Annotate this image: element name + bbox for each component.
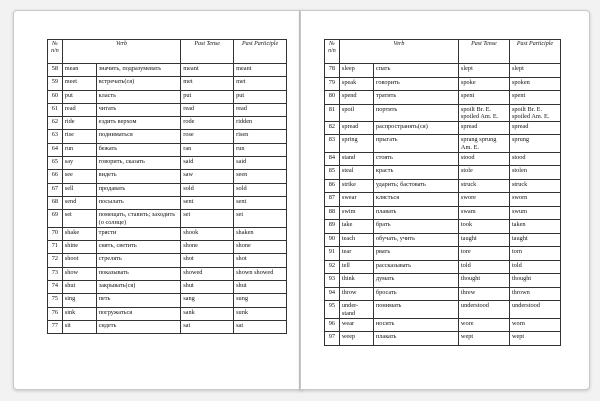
past-participle-cell: shaken xyxy=(234,227,287,240)
table-row xyxy=(48,77,287,90)
table-row xyxy=(325,206,561,220)
table-row xyxy=(48,227,287,240)
left-page xyxy=(13,10,303,390)
translation-cell: бросать xyxy=(373,287,458,301)
past-tense-cell: sat xyxy=(181,320,234,333)
translation-cell: говорить, сказать xyxy=(96,157,181,170)
translation-cell: спать xyxy=(373,64,458,78)
row-number: 59 xyxy=(48,77,63,90)
past-tense-cell: understood xyxy=(458,301,509,318)
translation-cell: красть xyxy=(373,166,458,180)
row-number: 66 xyxy=(48,170,63,183)
row-number: 86 xyxy=(325,179,340,193)
verb-cell: send xyxy=(62,196,96,209)
right-verb-table xyxy=(324,39,561,346)
past-tense-cell: read xyxy=(181,103,234,116)
table-row xyxy=(325,193,561,207)
row-number: 97 xyxy=(325,332,340,346)
translation-cell: подниматься xyxy=(96,130,181,143)
translation-cell: трясти xyxy=(96,227,181,240)
row-number: 81 xyxy=(325,104,340,121)
right-page xyxy=(300,10,590,390)
translation-cell: клясться xyxy=(373,193,458,207)
translation-cell: понимать xyxy=(373,301,458,318)
past-participle-cell: thrown xyxy=(509,287,560,301)
past-tense-cell: rose xyxy=(181,130,234,143)
verb-cell: spoil xyxy=(339,104,373,121)
table-row xyxy=(325,260,561,274)
past-participle-cell: spoken xyxy=(509,77,560,91)
past-participle-cell: shut xyxy=(234,280,287,293)
table-row xyxy=(48,196,287,209)
verb-cell: see xyxy=(62,170,96,183)
header-past-tense: Past Tense xyxy=(458,40,509,64)
past-tense-cell: showed xyxy=(181,267,234,280)
past-participle-cell: swum xyxy=(509,206,560,220)
row-number: 68 xyxy=(48,196,63,209)
row-number: 65 xyxy=(48,157,63,170)
table-row xyxy=(48,157,287,170)
table-row xyxy=(325,91,561,105)
past-participle-cell: sold xyxy=(234,183,287,196)
row-number: 96 xyxy=(325,318,340,332)
past-participle-cell: wept xyxy=(509,332,560,346)
row-number: 82 xyxy=(325,121,340,135)
translation-cell: думать xyxy=(373,274,458,288)
past-participle-cell: meant xyxy=(234,64,287,77)
header-verb: Verb xyxy=(339,40,458,64)
row-number: 93 xyxy=(325,274,340,288)
left-table-header xyxy=(48,40,287,64)
past-participle-cell: spread xyxy=(509,121,560,135)
past-participle-cell: stolen xyxy=(509,166,560,180)
table-row xyxy=(325,274,561,288)
verb-cell: swim xyxy=(339,206,373,220)
translation-cell: ударить; бастовать xyxy=(373,179,458,193)
translation-cell: стрелять xyxy=(96,254,181,267)
past-tense-cell: tore xyxy=(458,247,509,261)
translation-cell: рвать xyxy=(373,247,458,261)
table-row xyxy=(48,117,287,130)
table-row xyxy=(48,294,287,307)
translation-cell: тратить xyxy=(373,91,458,105)
past-tense-cell: stole xyxy=(458,166,509,180)
verb-cell: set xyxy=(62,210,96,227)
row-number: 87 xyxy=(325,193,340,207)
past-tense-cell: taught xyxy=(458,233,509,247)
past-tense-cell: sang xyxy=(181,294,234,307)
translation-cell: сидеть xyxy=(96,320,181,333)
past-participle-cell: struck xyxy=(509,179,560,193)
row-number: 78 xyxy=(325,64,340,78)
row-number: 60 xyxy=(48,90,63,103)
table-row xyxy=(325,166,561,180)
table-row xyxy=(325,318,561,332)
translation-cell: плакать xyxy=(373,332,458,346)
row-number: 84 xyxy=(325,152,340,166)
past-participle-cell: met xyxy=(234,77,287,90)
row-number: 79 xyxy=(325,77,340,91)
row-number: 67 xyxy=(48,183,63,196)
past-participle-cell: spent xyxy=(509,91,560,105)
row-number: 69 xyxy=(48,210,63,227)
past-tense-cell: shone xyxy=(181,241,234,254)
past-participle-cell: ridden xyxy=(234,117,287,130)
row-number: 88 xyxy=(325,206,340,220)
past-participle-cell: worn xyxy=(509,318,560,332)
verb-cell: sleep xyxy=(339,64,373,78)
past-participle-cell: read xyxy=(234,103,287,116)
verb-cell: spring xyxy=(339,135,373,152)
past-tense-cell: spread xyxy=(458,121,509,135)
past-tense-cell: saw xyxy=(181,170,234,183)
past-tense-cell: sank xyxy=(181,307,234,320)
past-tense-cell: shook xyxy=(181,227,234,240)
table-row xyxy=(325,121,561,135)
table-row xyxy=(48,183,287,196)
table-row xyxy=(325,332,561,346)
header-verb: Verb xyxy=(62,40,180,64)
row-number: 61 xyxy=(48,103,63,116)
past-participle-cell: shone xyxy=(234,241,287,254)
past-tense-cell: ran xyxy=(181,143,234,156)
table-row xyxy=(325,287,561,301)
past-participle-cell: sworn xyxy=(509,193,560,207)
row-number: 71 xyxy=(48,241,63,254)
past-tense-cell: rode xyxy=(181,117,234,130)
translation-cell: класть xyxy=(96,90,181,103)
translation-cell: ездить верхом xyxy=(96,117,181,130)
table-row xyxy=(48,241,287,254)
table-row xyxy=(325,233,561,247)
row-number: 58 xyxy=(48,64,63,77)
past-participle-cell: taught xyxy=(509,233,560,247)
verb-cell: sing xyxy=(62,294,96,307)
verb-cell: shut xyxy=(62,280,96,293)
verb-cell: sell xyxy=(62,183,96,196)
row-number: 72 xyxy=(48,254,63,267)
table-row xyxy=(48,210,287,227)
past-tense-cell: spent xyxy=(458,91,509,105)
table-row xyxy=(48,254,287,267)
verb-cell: throw xyxy=(339,287,373,301)
table-row xyxy=(325,220,561,234)
verb-cell: shoot xyxy=(62,254,96,267)
past-tense-cell: swam xyxy=(458,206,509,220)
verb-cell: take xyxy=(339,220,373,234)
verb-cell: swear xyxy=(339,193,373,207)
verb-cell: read xyxy=(62,103,96,116)
translation-cell: значить, подразумевать xyxy=(96,64,181,77)
left-verb-table xyxy=(47,39,287,334)
translation-cell: читать xyxy=(96,103,181,116)
past-tense-cell: sprang sprung Am. E. xyxy=(458,135,509,152)
translation-cell: помещать, ставить; заходить (о солнце) xyxy=(96,210,181,227)
row-number: 80 xyxy=(325,91,340,105)
past-tense-cell: swore xyxy=(458,193,509,207)
verb-cell: tear xyxy=(339,247,373,261)
table-row xyxy=(48,267,287,280)
verb-cell: steal xyxy=(339,166,373,180)
past-participle-cell: spoilt Br. E. spoiled Am. E. xyxy=(509,104,560,121)
translation-cell: стоять xyxy=(373,152,458,166)
verb-cell: rise xyxy=(62,130,96,143)
row-number: 92 xyxy=(325,260,340,274)
row-number: 90 xyxy=(325,233,340,247)
past-participle-cell: taken xyxy=(509,220,560,234)
verb-cell: put xyxy=(62,90,96,103)
table-row xyxy=(325,77,561,91)
translation-cell: брать xyxy=(373,220,458,234)
past-participle-cell: risen xyxy=(234,130,287,143)
header-num: № п/п xyxy=(325,40,340,64)
verb-cell: speak xyxy=(339,77,373,91)
past-participle-cell: understood xyxy=(509,301,560,318)
past-tense-cell: thought xyxy=(458,274,509,288)
translation-cell: продавать xyxy=(96,183,181,196)
past-tense-cell: sent xyxy=(181,196,234,209)
past-participle-cell: sat xyxy=(234,320,287,333)
table-row xyxy=(325,247,561,261)
past-tense-cell: spoke xyxy=(458,77,509,91)
table-row xyxy=(325,135,561,152)
table-row xyxy=(325,152,561,166)
verb-cell: shine xyxy=(62,241,96,254)
right-table-header xyxy=(325,40,561,64)
past-tense-cell: wept xyxy=(458,332,509,346)
header-past-participle: Past Participle xyxy=(509,40,560,64)
verb-cell: weep xyxy=(339,332,373,346)
table-row xyxy=(325,301,561,318)
table-row xyxy=(325,104,561,121)
translation-cell: рассказывать xyxy=(373,260,458,274)
translation-cell: закрывать(ся) xyxy=(96,280,181,293)
table-row xyxy=(48,64,287,77)
table-row xyxy=(325,64,561,78)
verb-cell: teach xyxy=(339,233,373,247)
verb-cell: mean xyxy=(62,64,96,77)
past-participle-cell: run xyxy=(234,143,287,156)
past-participle-cell: slept xyxy=(509,64,560,78)
table-row xyxy=(48,307,287,320)
translation-cell: носить xyxy=(373,318,458,332)
table-row xyxy=(48,280,287,293)
verb-cell: tell xyxy=(339,260,373,274)
past-participle-cell: torn xyxy=(509,247,560,261)
verb-cell: shake xyxy=(62,227,96,240)
past-tense-cell: shot xyxy=(181,254,234,267)
table-row xyxy=(48,143,287,156)
translation-cell: говорить xyxy=(373,77,458,91)
table-row xyxy=(48,103,287,116)
table-row xyxy=(48,130,287,143)
past-tense-cell: wore xyxy=(458,318,509,332)
verb-cell: run xyxy=(62,143,96,156)
row-number: 73 xyxy=(48,267,63,280)
verb-cell: under-stand xyxy=(339,301,373,318)
past-tense-cell: spoilt Br. E. spoiled Am. E. xyxy=(458,104,509,121)
row-number: 62 xyxy=(48,117,63,130)
row-number: 83 xyxy=(325,135,340,152)
past-tense-cell: meant xyxy=(181,64,234,77)
past-tense-cell: threw xyxy=(458,287,509,301)
past-tense-cell: shut xyxy=(181,280,234,293)
row-number: 91 xyxy=(325,247,340,261)
verb-cell: spend xyxy=(339,91,373,105)
row-number: 85 xyxy=(325,166,340,180)
row-number: 63 xyxy=(48,130,63,143)
past-participle-cell: told xyxy=(509,260,560,274)
row-number: 70 xyxy=(48,227,63,240)
past-participle-cell: sung xyxy=(234,294,287,307)
row-number: 94 xyxy=(325,287,340,301)
past-tense-cell: took xyxy=(458,220,509,234)
translation-cell: петь xyxy=(96,294,181,307)
past-tense-cell: met xyxy=(181,77,234,90)
past-participle-cell: thought xyxy=(509,274,560,288)
row-number: 95 xyxy=(325,301,340,318)
translation-cell: погружаться xyxy=(96,307,181,320)
translation-cell: распространять(ся) xyxy=(373,121,458,135)
past-participle-cell: set xyxy=(234,210,287,227)
past-participle-cell: put xyxy=(234,90,287,103)
translation-cell: портить xyxy=(373,104,458,121)
header-past-tense: Past Tense xyxy=(181,40,234,64)
verb-cell: meet xyxy=(62,77,96,90)
verb-cell: ride xyxy=(62,117,96,130)
translation-cell: встречать(ся) xyxy=(96,77,181,90)
row-number: 64 xyxy=(48,143,63,156)
verb-cell: say xyxy=(62,157,96,170)
verb-cell: think xyxy=(339,274,373,288)
past-tense-cell: stood xyxy=(458,152,509,166)
header-num: № п/п xyxy=(48,40,63,64)
row-number: 75 xyxy=(48,294,63,307)
past-participle-cell: sprung xyxy=(509,135,560,152)
verb-cell: spread xyxy=(339,121,373,135)
row-number: 77 xyxy=(48,320,63,333)
header-past-participle: Past Participle xyxy=(234,40,287,64)
verb-cell: wear xyxy=(339,318,373,332)
past-participle-cell: sunk xyxy=(234,307,287,320)
translation-cell: плавать xyxy=(373,206,458,220)
translation-cell: сиять, светить xyxy=(96,241,181,254)
verb-cell: show xyxy=(62,267,96,280)
past-tense-cell: told xyxy=(458,260,509,274)
past-participle-cell: sent xyxy=(234,196,287,209)
past-participle-cell: shot xyxy=(234,254,287,267)
row-number: 76 xyxy=(48,307,63,320)
past-participle-cell: seen xyxy=(234,170,287,183)
translation-cell: бежать xyxy=(96,143,181,156)
past-tense-cell: set xyxy=(181,210,234,227)
row-number: 74 xyxy=(48,280,63,293)
verb-cell: strike xyxy=(339,179,373,193)
past-tense-cell: said xyxy=(181,157,234,170)
past-tense-cell: sold xyxy=(181,183,234,196)
verb-cell: stand xyxy=(339,152,373,166)
table-row xyxy=(48,170,287,183)
translation-cell: посылать xyxy=(96,196,181,209)
past-participle-cell: stood xyxy=(509,152,560,166)
past-participle-cell: said xyxy=(234,157,287,170)
translation-cell: прыгать xyxy=(373,135,458,152)
past-participle-cell: shown showed xyxy=(234,267,287,280)
verb-cell: sit xyxy=(62,320,96,333)
row-number: 89 xyxy=(325,220,340,234)
table-row xyxy=(48,90,287,103)
translation-cell: показывать xyxy=(96,267,181,280)
translation-cell: обучать, учить xyxy=(373,233,458,247)
past-tense-cell: slept xyxy=(458,64,509,78)
table-row xyxy=(48,320,287,333)
table-row xyxy=(325,179,561,193)
verb-cell: sink xyxy=(62,307,96,320)
translation-cell: видеть xyxy=(96,170,181,183)
past-tense-cell: put xyxy=(181,90,234,103)
past-tense-cell: struck xyxy=(458,179,509,193)
